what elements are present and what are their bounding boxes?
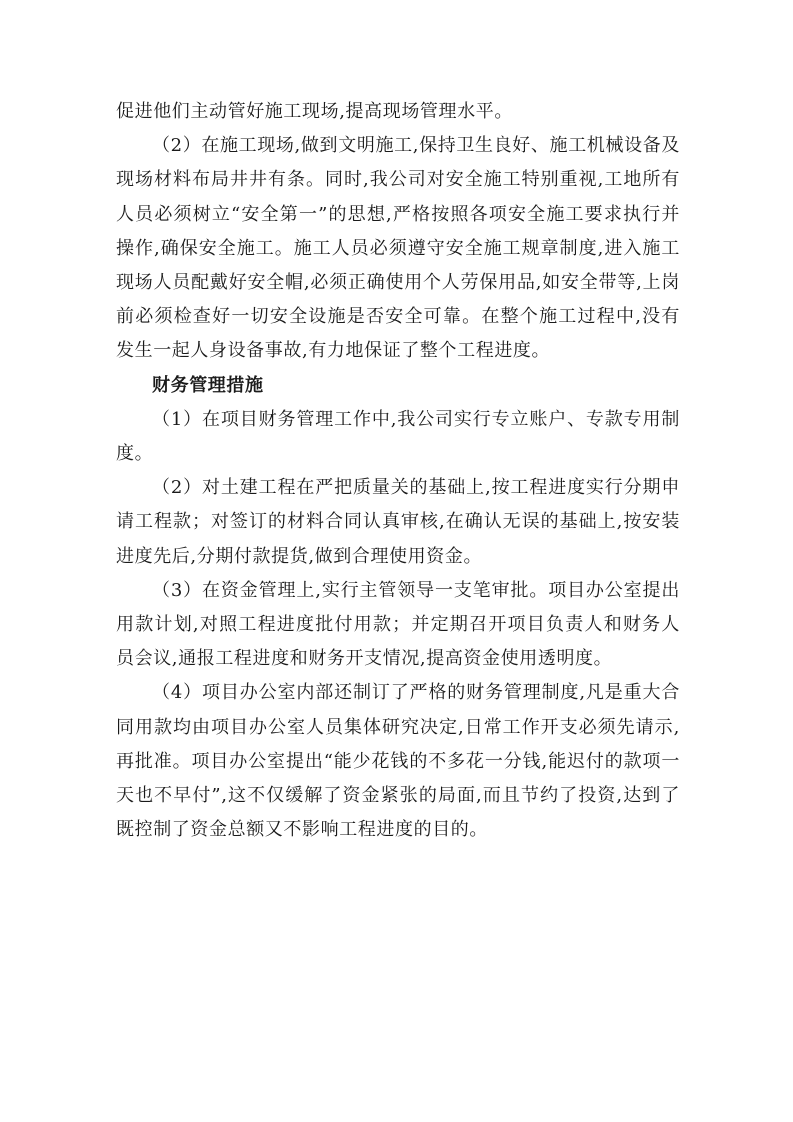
section-heading-finance: 财务管理措施 bbox=[152, 374, 264, 396]
paragraph-finance-2: （2）对土建工程在严把质量关的基础上,按工程进度实行分期申请工程款；对签订的材料合同认真审核,在确认无误的基础上,按安装进度先后,分期付款提货,做到合理使用资金。 bbox=[116, 477, 680, 567]
paragraph-finance-3: （3）在资金管理上,实行主管领导一支笔审批。项目办公室提出用款计划,对照工程进度批付用款；并定期召开项目负责人和财务人员会议,通报工程进度和财务开支情况,提高资金使用透明度。 bbox=[116, 579, 680, 670]
paragraph-continuation: 促进他们主动管好施工现场,提高现场管理水平。 bbox=[116, 101, 513, 122]
paragraph-finance-4: （4）项目办公室内部还制订了严格的财务管理制度,凡是重大合同用款均由项目办公室人员集体研究决定,日常工作开支必须先请示,再批准。项目办公室提出“能少花钱的不多花一分钱,能迟付的款项一天也不早付”,这不仅缓解了资金紧张的局面,而且节约了投资,达到了既控制了资金总额又不影响工程进度的目的。 bbox=[116, 682, 680, 841]
document-body bbox=[116, 95, 680, 847]
paragraph-site-safety: （2）在施工现场,做到文明施工,保持卫生良好、施工机械设备及现场材料布局井井有条。同时,我公司对安全施工特别重视,工地所有人员必须树立“安全第一”的思想,严格按照各项安全施工要求执行并操作,确保安全施工。施工人员必须遵守安全施工规章制度,进入施工现场人员配戴好安全帽,必须正确使用个人劳保用品,如安全带等,上岗前必须检查好一切安全设施是否安全可靠。在整个施工过程中,没有发生一起人身设备事故,有力地保证了整个工程进度。 bbox=[116, 135, 680, 362]
paragraph-finance-1: （1）在项目财务管理工作中,我公司实行专立账户、专款专用制度。 bbox=[116, 408, 680, 465]
